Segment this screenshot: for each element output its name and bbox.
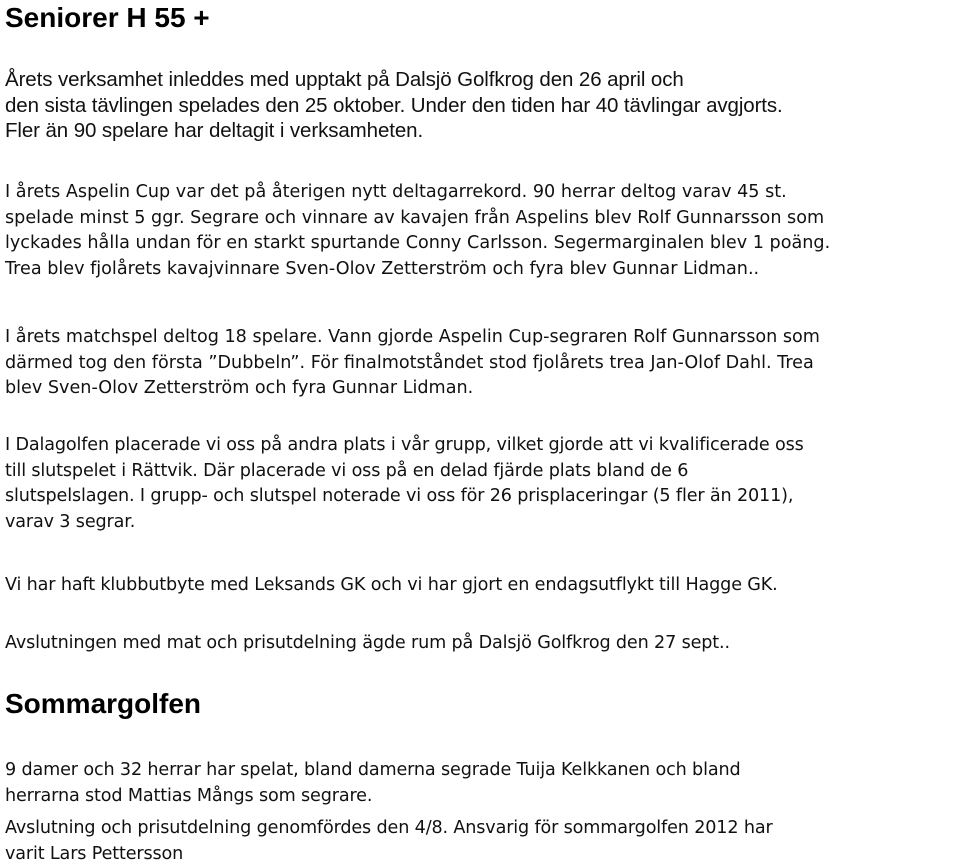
paragraph-sommargolfen-avslutning (5, 816, 773, 867)
text-line: I årets matchspel deltog 18 spelare. Vann gjorde Aspelin Cup-segraren Rolf Gunnarsson som (5, 325, 820, 351)
text-line: 9 damer och 32 herrar har spelat, bland damerna segrade Tuija Kelkkanen och bland (5, 758, 740, 784)
text-line: slutspelslagen. I grupp- och slutspel noterade vi oss för 26 prisplaceringar (5 fler än 2011), (5, 484, 804, 510)
text-line: Vi har haft klubbutbyte med Leksands GK och vi har gjort en endagsutflykt till Hagge GK. (5, 573, 778, 599)
paragraph-verksamhet (5, 67, 783, 144)
text-line: därmed tog den första ”Dubbeln”. För finalmotståndet stod fjolårets trea Jan-Olof Dahl. Trea (5, 351, 820, 377)
text-line: den sista tävlingen spelades den 25 oktober. Under den tiden har 40 tävlingar avgjorts. (5, 93, 783, 119)
text-line: lyckades hålla undan för en starkt spurtande Conny Carlsson. Segermarginalen blev 1 poäng. (5, 231, 830, 257)
section-title-sommargolfen: Sommargolfen (5, 688, 201, 720)
text-line: till slutspelet i Rättvik. Där placerade vi oss på en delad fjärde plats bland de 6 (5, 459, 804, 485)
paragraph-aspelin-cup (5, 180, 830, 282)
text-line: Avslutning och prisutdelning genomfördes den 4/8. Ansvarig för sommargolfen 2012 har (5, 816, 773, 842)
paragraph-klubbutbyte (5, 573, 778, 599)
text-line: I Dalagolfen placerade vi oss på andra plats i vår grupp, vilket gjorde att vi kvalificerade oss (5, 433, 804, 459)
text-line: Fler än 90 spelare har deltagit i verksamheten. (5, 118, 783, 144)
paragraph-sommargolfen-results (5, 758, 740, 809)
paragraph-avslutning (5, 631, 730, 657)
text-line: varav 3 segrar. (5, 510, 804, 536)
text-line: varit Lars Pettersson (5, 842, 773, 867)
text-line: blev Sven-Olov Zetterström och fyra Gunnar Lidman. (5, 376, 820, 402)
paragraph-dalagolfen (5, 433, 804, 535)
text-line: I årets Aspelin Cup var det på återigen nytt deltagarrekord. 90 herrar deltog varav 45 st. (5, 180, 830, 206)
text-line: Avslutningen med mat och prisutdelning ägde rum på Dalsjö Golfkrog den 27 sept.. (5, 631, 730, 657)
section-title-seniorer: Seniorer H 55 + (5, 2, 210, 34)
text-line: Årets verksamhet inleddes med upptakt på Dalsjö Golfkrog den 26 april och (5, 67, 783, 93)
text-line: herrarna stod Mattias Mångs som segrare. (5, 784, 740, 810)
text-line: spelade minst 5 ggr. Segrare och vinnare av kavajen från Aspelins blev Rolf Gunnarsson som (5, 206, 830, 232)
paragraph-matchspel (5, 325, 820, 402)
text-line: Trea blev fjolårets kavajvinnare Sven-Olov Zetterström och fyra blev Gunnar Lidman.. (5, 257, 830, 283)
